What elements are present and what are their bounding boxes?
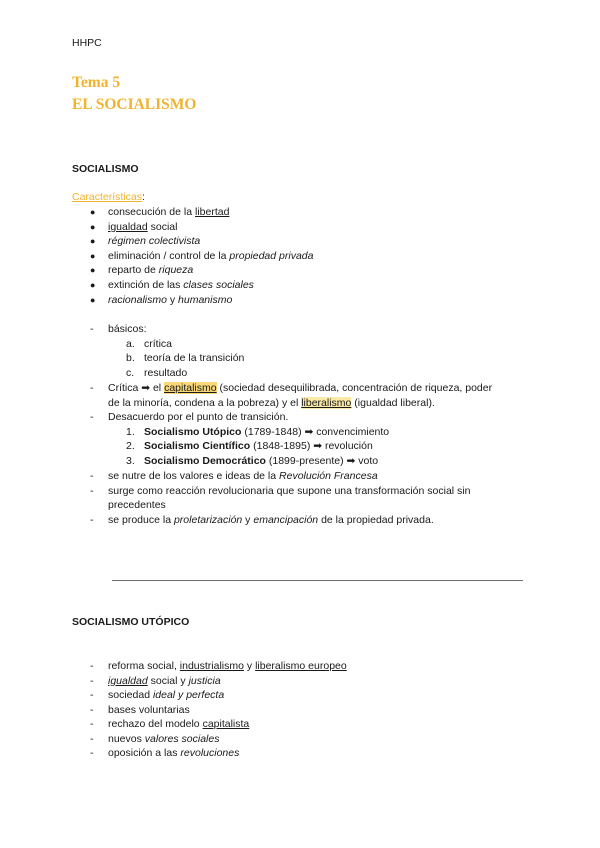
list-item: consecución de la libertad	[108, 206, 230, 218]
bullet-marker: ●	[90, 207, 96, 217]
surge-line-1: surge como reacción revolucionaria que supone una transformación social sin	[108, 485, 471, 497]
list-item: igualdad social y justicia	[108, 675, 221, 687]
critica-line-2: de la minoría, condena a la pobreza) y el liberalismo (igualdad liberal).	[108, 397, 435, 409]
page-title: EL SOCIALISMO	[72, 96, 197, 113]
list-item: igualdad social	[108, 221, 178, 233]
dash-marker: -	[90, 323, 94, 335]
list-item: régimen colectivista	[108, 235, 201, 247]
socialismo-type-item: Socialismo Democrático (1899-presente) ➡ voto	[144, 455, 379, 467]
dash-marker: -	[90, 382, 94, 394]
dash-marker: -	[90, 733, 94, 745]
desacuerdo-label: Desacuerdo por el punto de transición.	[108, 411, 289, 423]
dash-marker: -	[90, 485, 94, 497]
list-item: racionalismo y humanismo	[108, 294, 233, 306]
section-heading-socialismo: SOCIALISMO	[72, 163, 139, 175]
list-marker: 2.	[126, 440, 135, 452]
bullet-marker: ●	[90, 222, 96, 232]
list-item: se nutre de los valores e ideas de la Revolución Francesa	[108, 470, 378, 482]
list-marker: 1.	[126, 426, 135, 438]
dash-marker: -	[90, 704, 94, 716]
horizontal-divider	[112, 580, 523, 581]
socialismo-type-item: Socialismo Utópico (1789-1848) ➡ convencimiento	[144, 426, 390, 438]
dash-marker: -	[90, 675, 94, 687]
caracteristicas-label: Características:	[72, 191, 145, 203]
basicos-label: básicos:	[108, 323, 147, 335]
list-item: bases voluntarias	[108, 704, 190, 716]
dash-marker: -	[90, 689, 94, 701]
list-item: rechazo del modelo capitalista	[108, 718, 250, 730]
dash-marker: -	[90, 660, 94, 672]
list-item: eliminación / control de la propiedad privada	[108, 250, 314, 262]
list-item: sociedad ideal y perfecta	[108, 689, 225, 701]
list-marker: 3.	[126, 455, 135, 467]
section-heading-socialismo-utopico: SOCIALISMO UTÓPICO	[72, 616, 190, 628]
basicos-item: crítica	[144, 338, 173, 350]
list-marker: b.	[126, 352, 135, 364]
bullet-marker: ●	[90, 295, 96, 305]
bullet-marker: ●	[90, 280, 96, 290]
list-marker: c.	[126, 367, 135, 379]
critica-line-1: Crítica ➡ el capitalismo (sociedad desequilibrada, concentración de riqueza, poder	[108, 382, 493, 394]
dash-marker: -	[90, 747, 94, 759]
list-item: se produce la proletarización y emancipación de la propiedad privada.	[108, 514, 434, 526]
list-item: reforma social, industrialismo y liberalismo europeo	[108, 660, 347, 672]
basicos-item: teoría de la transición	[144, 352, 245, 364]
document-header: HHPC	[72, 37, 102, 49]
socialismo-type-item: Socialismo Científico (1848-1895) ➡ revolución	[144, 440, 373, 452]
list-item: nuevos valores sociales	[108, 733, 220, 745]
bullet-marker: ●	[90, 251, 96, 261]
surge-line-2: precedentes	[108, 499, 166, 511]
bullet-marker: ●	[90, 236, 96, 246]
dash-marker: -	[90, 718, 94, 730]
dash-marker: -	[90, 470, 94, 482]
dash-marker: -	[90, 411, 94, 423]
list-marker: a.	[126, 338, 135, 350]
topic-number: Tema 5	[72, 74, 121, 91]
list-item: extinción de las clases sociales	[108, 279, 254, 291]
dash-marker: -	[90, 514, 94, 526]
list-item: reparto de riqueza	[108, 264, 194, 276]
list-item: oposición a las revoluciones	[108, 747, 240, 759]
bullet-marker: ●	[90, 265, 96, 275]
basicos-item: resultado	[144, 367, 188, 379]
